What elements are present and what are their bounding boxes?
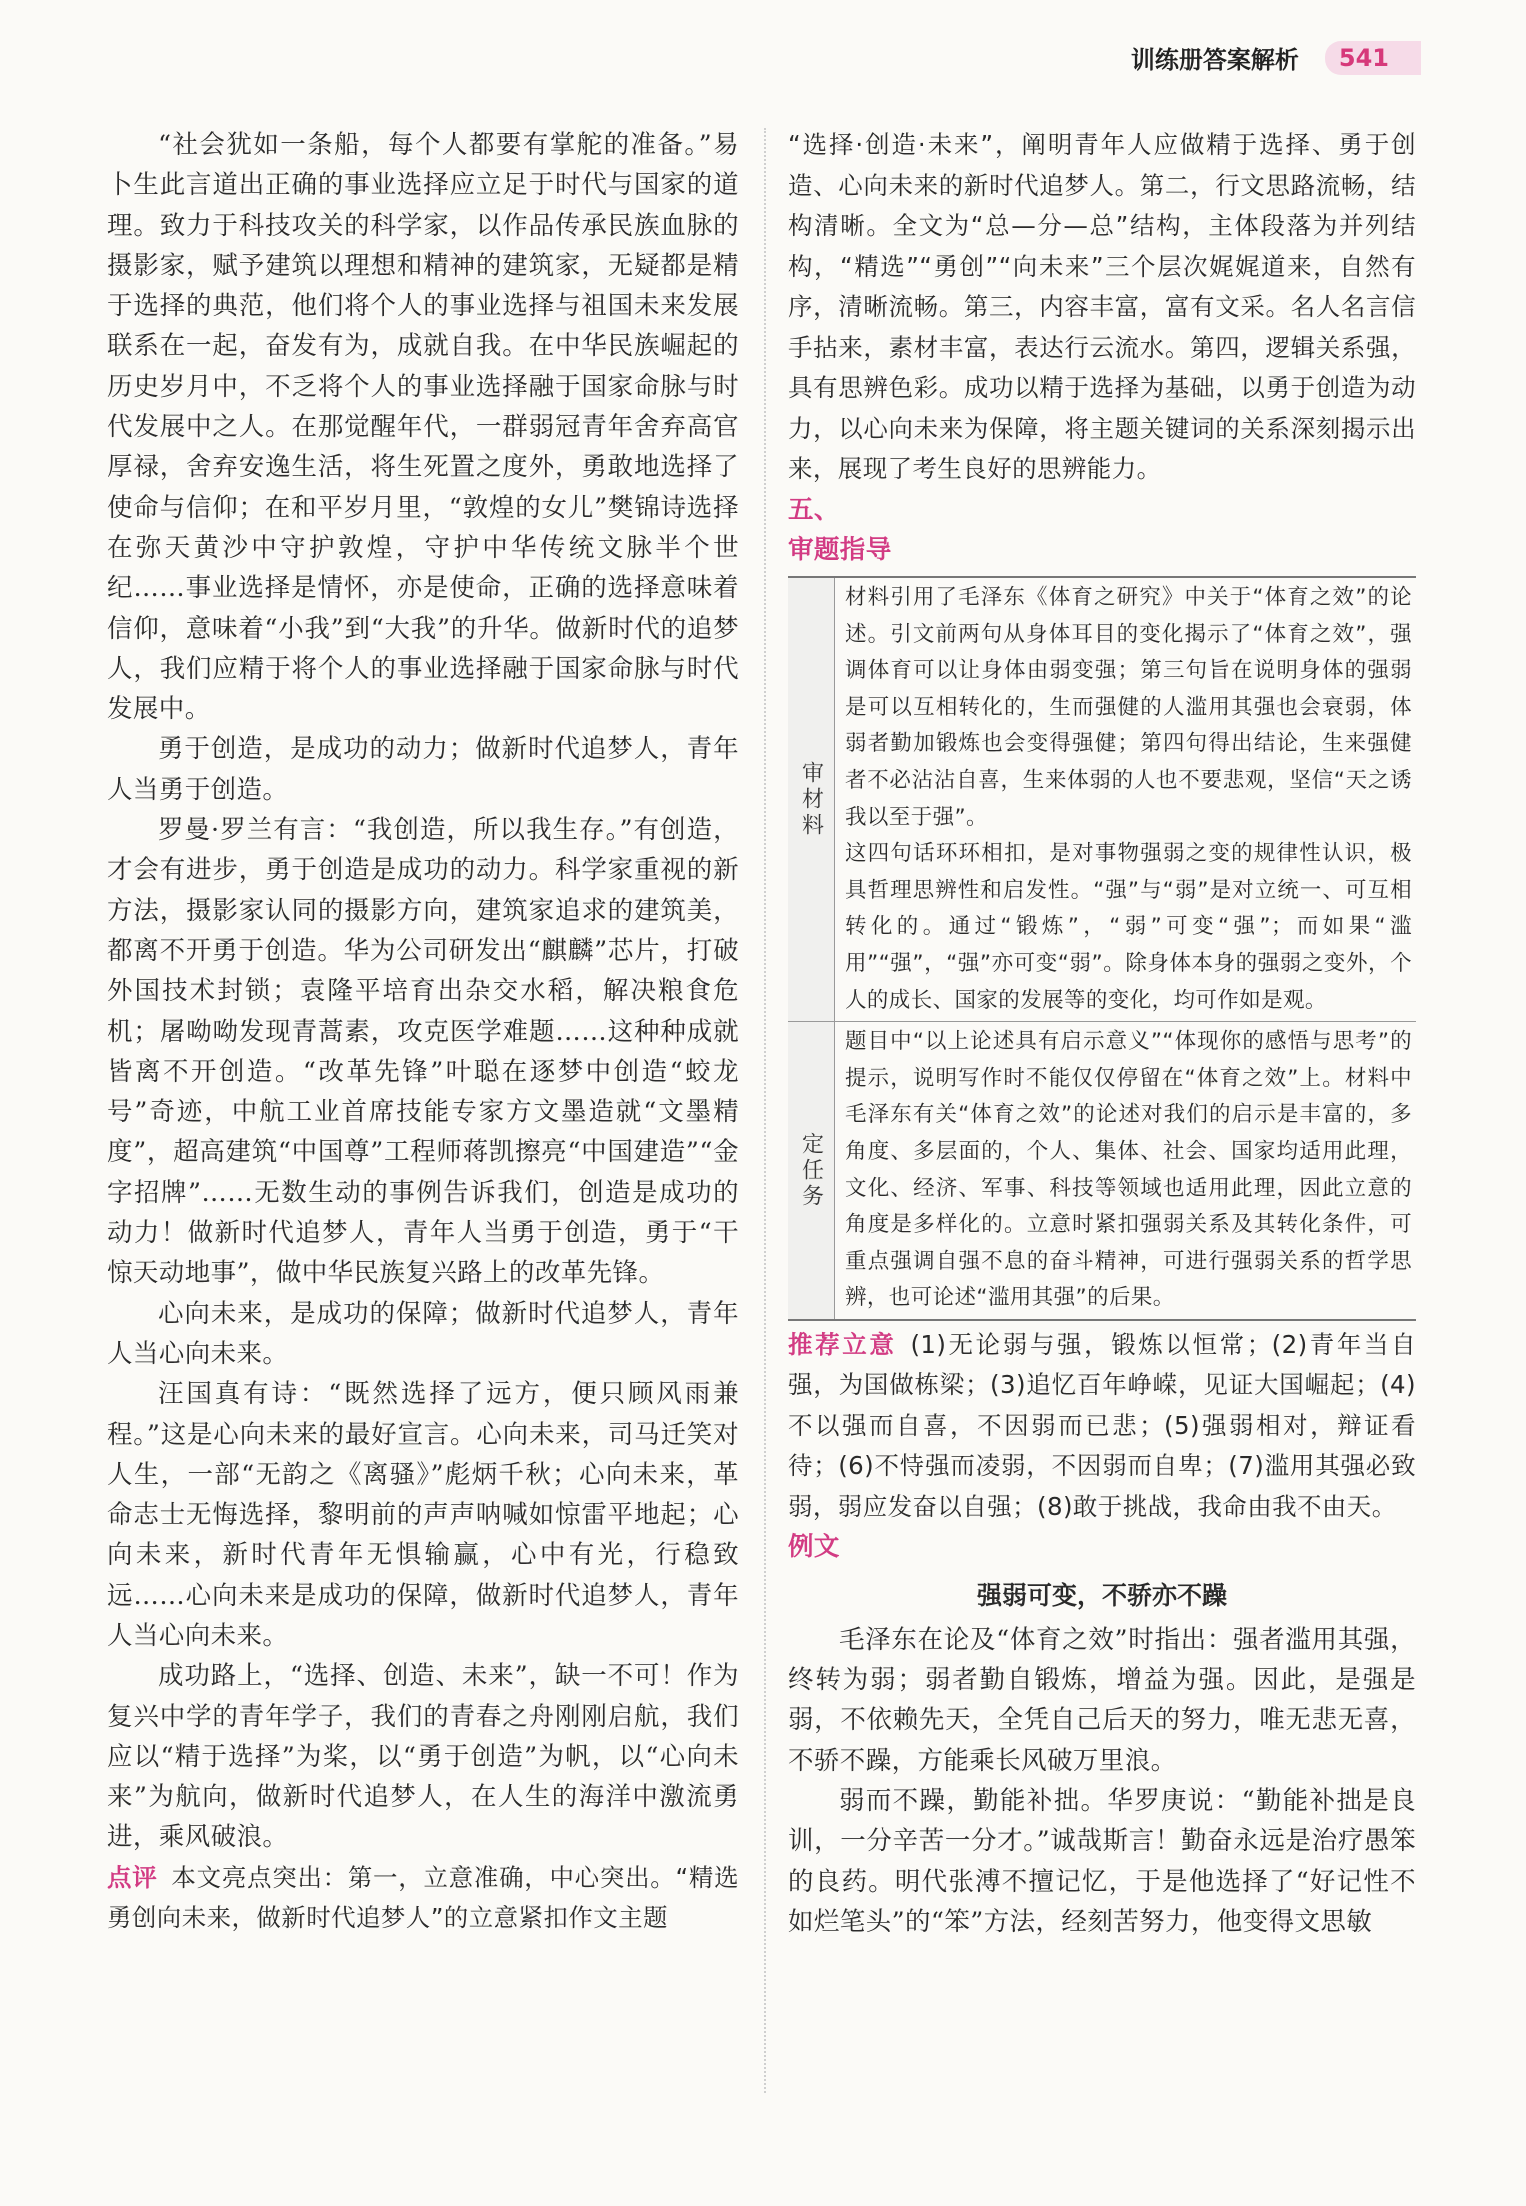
- table-row: [788, 577, 1416, 1022]
- review-text: 本文亮点突出：第一，立意准确，中心突出。“精选勇创向未来，做新时代追梦人”的立意紧扣作文主题: [107, 1862, 740, 1933]
- cell-paragraph: 这四句话环环相扣，是对事物强弱之变的规律性认识，极具哲理思辨性和启发性。“强”与“弱”是对立统一、可互相转化的。通过“锻炼”，“弱”可变“强”；而如果“滥用”“强”，“强”亦可变“弱”。除身体本身的强弱之变外，个人的成长、国家的发展等的变化，均可作如是观。: [845, 841, 1412, 1013]
- row-label-material: 审材料: [788, 577, 835, 1022]
- recommend-text: (1)无论弱与强，锻炼以恒常；(2)青年当自强，为国做栋梁；(3)追忆百年峥嵘，见证大国崛起；(4)不以强而自喜，不因弱而已悲；(5)强弱相对，辩证看待；(6)不恃强而凌弱，不因弱而自卑；(7)滥用其强必致弱，弱应发奋以自强；(8)敢于挑战，我命由我不由天。: [788, 1329, 1416, 1521]
- cell-paragraph: 题目中“以上论述具有启示意义”“体现你的感悟与思考”的提示，说明写作时不能仅仅停留在“体育之效”上。材料中毛泽东有关“体育之效”的论述对我们的启示是丰富的，多角度、多层面的，个人、集体、社会、国家均适用此理，文化、经济、军事、科技等领域也适用此理，因此立意的角度是多样化的。立意时紧扣强弱关系及其转化条件，可重点强调自强不息的奋斗精神，可进行强弱关系的哲学思辨，也可论述“滥用其强”的后果。: [845, 1029, 1412, 1311]
- paragraph: 汪国真有诗：“既然选择了远方，便只顾风雨兼程。”这是心向未来的最好宣言。心向未来，司马迁笑对人生，一部“无韵之《离骚》”彪炳千秋；心向未来，革命志士无悔选择，黎明前的声声呐喊如惊雷平地起；心向未来，新时代青年无惧输赢，心中有光，行稳致远……心向未来是成功的保障，做新时代追梦人，青年人当心向未来。: [107, 1379, 739, 1651]
- recommend-paragraph: [788, 1325, 1416, 1528]
- row-label-task: 定任务: [788, 1022, 835, 1320]
- column-divider: [764, 128, 766, 2093]
- row-content: [835, 577, 1417, 1022]
- paragraph: 勇于创造，是成功的动力；做新时代追梦人，青年人当勇于创造。: [107, 734, 739, 805]
- review-continued: “选择·创造·未来”，阐明青年人应做精于选择、勇于创造、心向未来的新时代追梦人。第二，行文思路流畅，结构清晰。全文为“总—分—总”结构，主体段落为并列结构，“精选”“勇创”“向未来”三个层次娓娓道来，自然有序，清晰流畅。第三，内容丰富，富有文采。名人名言信手拈来，素材丰富，表达行云流水。第四，逻辑关系强，具有思辨色彩。成功以精于选择为基础，以勇于创造为动力，以心向未来为保障，将主题关键词的关系深刻揭示出来，展现了考生良好的思辨能力。: [788, 130, 1416, 483]
- left-column: [107, 125, 739, 1938]
- recommend-section: [788, 1325, 1416, 1528]
- guide-heading: 审题指导: [788, 534, 892, 565]
- paragraph: “社会犹如一条船，每个人都要有掌舵的准备。”易卜生此言道出正确的事业选择应立足于时代与国家的道理。致力于科技攻关的科学家，以作品传承民族血脉的摄影家，赋予建筑以理想和精神的建筑家，无疑都是精于选择的典范，他们将个人的事业选择与祖国未来发展联系在一起，奋发有为，成就自我。在中华民族崛起的历史岁月中，不乏将个人的事业选择融于国家命脉与时代发展中之人。在那觉醒年代，一群弱冠青年舍弃高官厚禄，舍弃安逸生活，将生死置之度外，勇敢地选择了使命与信仰；在和平岁月里，“敦煌的女儿”樊锦诗选择在弥天黄沙中守护敦煌，守护中华传统文脉半个世纪……事业选择是情怀，亦是使命，正确的选择意味着信仰，意味着“小我”到“大我”的升华。做新时代的追梦人，我们应精于将个人的事业选择融于国家命脉与时代发展中。: [107, 130, 739, 725]
- essay-paragraph: 毛泽东在论及“体育之效”时指出：强者滥用其强，终转为弱；弱者勤自锻炼，增益为强。因此，是强是弱，不依赖先天，全凭自己后天的努力，唯无悲无喜，不骄不躁，方能乘长风破万里浪。: [788, 1624, 1416, 1776]
- paragraph: 罗曼·罗兰有言：“我创造，所以我生存。”有创造，才会有进步，勇于创造是成功的动力。科学家重视的新方法，摄影家认同的摄影方向，建筑家追求的建筑美，都离不开勇于创造。华为公司研发出“麒麟”芯片，打破外国技术封锁；袁隆平培育出杂交水稻，解决粮食危机；屠呦呦发现青蒿素，攻克医学难题……这种种成就皆离不开创造。“改革先锋”叶聪在逐梦中创造“蛟龙号”奇迹，中航工业首席技能专家方文墨造就“文墨精度”，超高建筑“中国尊”工程师蒋凯擦亮“中国建造”“金字招牌”……无数生动的事例告诉我们，创造是成功的动力！做新时代追梦人，青年人当勇于创造，勇于“干惊天动地事”，做中华民族复兴路上的改革先锋。: [107, 815, 739, 1289]
- row-content: [835, 1022, 1417, 1320]
- right-column: [788, 125, 1416, 1942]
- essay-title: 强弱可变，不骄亦不躁: [976, 1580, 1227, 1610]
- table-row: [788, 1022, 1416, 1320]
- paragraph: 成功路上，“选择、创造、未来”，缺一不可！作为复兴中学的青年学子，我们的青春之舟刚刚启航，我们应以“精于选择”为桨，以“勇于创造”为帆，以“心向未来”为航向，做新时代追梦人，在人生的海洋中激流勇进，乘风破浪。: [107, 1661, 739, 1853]
- example-label: 例文: [788, 1532, 840, 1563]
- cell-paragraph: 材料引用了毛泽东《体育之研究》中关于“体育之效”的论述。引文前两句从身体耳目的变化揭示了“体育之效”，强调体育可以让身体由弱变强；第三句旨在说明身体的强弱是可以互相转化的，生而强健的人滥用其强也会衰弱，体弱者勤加锻炼也会变得强健；第四句得出结论，生来强健者不必沾沾自喜，生来体弱的人也不要悲观，坚信“天之诱我以至于强”。: [845, 585, 1412, 830]
- recommend-label: 推荐立意: [788, 1329, 897, 1359]
- section-number: 五、: [788, 494, 840, 525]
- analysis-table: [788, 576, 1416, 1321]
- page-number: 541: [1325, 41, 1421, 75]
- review-paragraph: [107, 1858, 739, 1939]
- section-title: 训练册答案解析: [1130, 46, 1299, 74]
- review-label: 点评: [107, 1862, 158, 1892]
- paragraph: 心向未来，是成功的保障；做新时代追梦人，青年人当心向未来。: [107, 1298, 739, 1369]
- page-header: [1131, 40, 1421, 75]
- essay-paragraph: 弱而不躁，勤能补拙。华罗庚说：“勤能补拙是良训，一分辛苦一分才。”诚哉斯言！勤奋永远是治疗愚笨的良药。明代张溥不擅记忆，于是他选择了“好记性不如烂笔头”的“笨”方法，经刻苦努力，他变得文思敏: [788, 1785, 1416, 1937]
